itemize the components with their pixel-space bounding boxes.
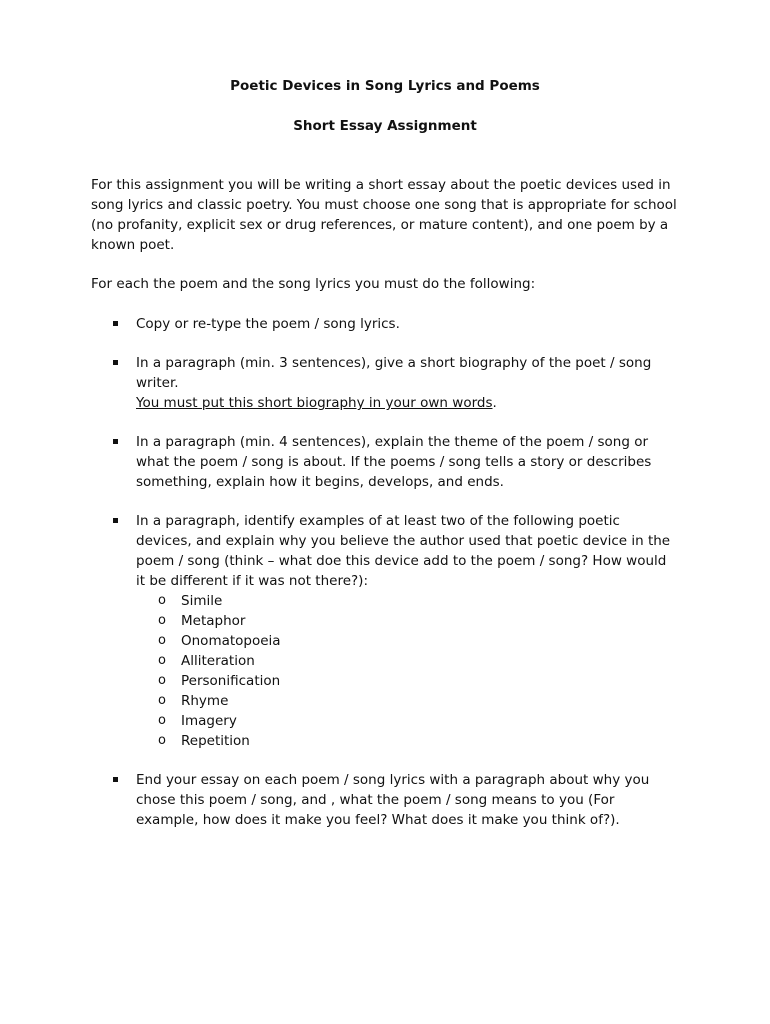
circle-bullet-icon: o bbox=[158, 613, 166, 628]
square-bullet-icon bbox=[113, 360, 118, 365]
poetic-device-label: Repetition bbox=[181, 733, 250, 749]
poetic-device-label: Imagery bbox=[181, 713, 237, 729]
poetic-device-item bbox=[136, 691, 676, 711]
square-bullet-icon bbox=[113, 777, 118, 782]
requirement-item bbox=[0, 314, 676, 334]
poetic-device-label: Simile bbox=[181, 593, 223, 609]
square-bullet-icon bbox=[113, 439, 118, 444]
requirements-list bbox=[0, 314, 770, 849]
poetic-device-item bbox=[136, 631, 676, 651]
poetic-device-item bbox=[136, 671, 676, 691]
poetic-device-item bbox=[136, 731, 676, 751]
square-bullet-icon bbox=[113, 518, 118, 523]
intro-paragraph: For this assignment you will be writing a short essay about the poetic devices used in song lyrics and classic poetry. You must choose one song that is appropriate for school (no profanity, explicit sex or drug references, or mature content), and one poem by a known poet. bbox=[91, 177, 677, 253]
square-bullet-icon bbox=[113, 321, 118, 326]
circle-bullet-icon: o bbox=[158, 693, 166, 708]
requirement-item bbox=[0, 770, 676, 830]
requirement-item bbox=[0, 511, 676, 751]
circle-bullet-icon: o bbox=[158, 593, 166, 608]
requirement-text: End your essay on each poem / song lyrics with a paragraph about why you chose this poem / song, and , what the poem / song means to you (For example, how does it make you feel? What does it make you think of?). bbox=[136, 772, 650, 828]
requirement-item bbox=[0, 353, 676, 413]
circle-bullet-icon: o bbox=[158, 733, 166, 748]
poetic-device-item bbox=[136, 651, 676, 671]
requirement-item bbox=[0, 432, 676, 492]
poetic-device-label: Metaphor bbox=[181, 613, 246, 629]
poetic-device-item bbox=[136, 611, 676, 631]
document-subtitle: Short Essay Assignment bbox=[293, 118, 477, 134]
circle-bullet-icon: o bbox=[158, 673, 166, 688]
poetic-device-label: Personification bbox=[181, 673, 281, 689]
requirement-suffix: . bbox=[492, 395, 497, 411]
circle-bullet-icon: o bbox=[158, 653, 166, 668]
requirement-text: In a paragraph (min. 3 sentences), give a short biography of the poet / song writer. bbox=[136, 355, 652, 391]
circle-bullet-icon: o bbox=[158, 633, 166, 648]
requirement-underlined-text: You must put this short biography in your own words bbox=[136, 395, 493, 411]
requirement-text: In a paragraph, identify examples of at least two of the following poetic devices, and explain why you believe the author used that poetic device in the poem / song (think – what doe this device add to the poem / song? How would it be different if it was not there?): bbox=[136, 513, 671, 589]
requirement-text: In a paragraph (min. 4 sentences), explain the theme of the poem / song or what the poem / song is about. If the poems / song tells a story or describes something, explain how it begins, develops, and ends. bbox=[136, 434, 652, 490]
document-title: Poetic Devices in Song Lyrics and Poems bbox=[230, 78, 540, 94]
circle-bullet-icon: o bbox=[158, 713, 166, 728]
poetic-device-item bbox=[136, 711, 676, 731]
poetic-devices-list bbox=[136, 591, 676, 751]
poetic-device-item bbox=[136, 591, 676, 611]
poetic-device-label: Alliteration bbox=[181, 653, 255, 669]
poetic-device-label: Onomatopoeia bbox=[181, 633, 281, 649]
poetic-device-label: Rhyme bbox=[181, 693, 229, 709]
instructions-lead: For each the poem and the song lyrics you must do the following: bbox=[91, 276, 536, 292]
requirement-text: Copy or re-type the poem / song lyrics. bbox=[136, 316, 400, 332]
